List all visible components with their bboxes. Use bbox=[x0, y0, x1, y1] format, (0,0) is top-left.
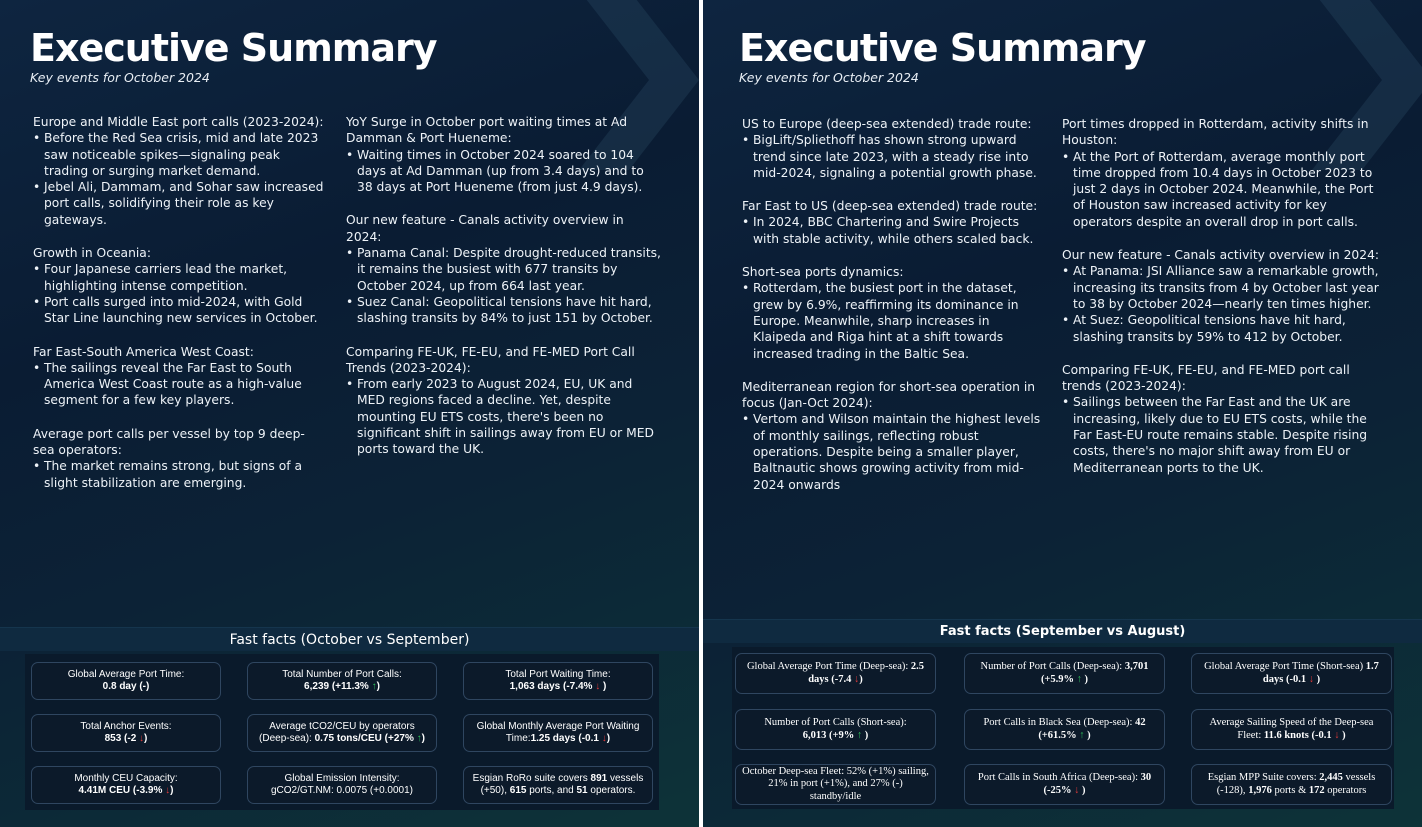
bullet-list bbox=[742, 280, 1044, 361]
fact-label: Average Sailing Speed of the Deep-sea Fleet: bbox=[1209, 717, 1374, 741]
page-subtitle: Key events for October 2024 bbox=[30, 70, 210, 85]
fact-value: 51 bbox=[576, 785, 588, 796]
summary-column bbox=[742, 116, 1044, 510]
summary-panel-september bbox=[703, 0, 1422, 827]
bullet-item: • Before the Red Sea crisis, mid and late 2023 saw noticeable spikes—signaling peak trading or surging market demand. bbox=[33, 130, 325, 179]
fact-value: 172 bbox=[1308, 784, 1325, 796]
bullet-list bbox=[346, 245, 662, 326]
page-title: Executive Summary bbox=[30, 26, 437, 70]
summary-section bbox=[742, 116, 1044, 181]
fast-facts-header bbox=[0, 627, 699, 651]
fact-value-close: ) bbox=[1342, 729, 1346, 741]
fact-text: vessels (-128), bbox=[1216, 772, 1376, 796]
summary-section bbox=[33, 344, 325, 409]
arrow-down-icon: ↓ bbox=[1334, 729, 1340, 741]
fact-card bbox=[463, 766, 653, 804]
section-heading: Mediterranean region for short-sea operation in focus (Jan-Oct 2024): bbox=[742, 379, 1036, 411]
fact-value-close: ) bbox=[606, 733, 611, 744]
fast-facts-grid bbox=[732, 647, 1394, 809]
fact-label: Global Average Port Time (Deep-sea): bbox=[746, 661, 909, 672]
summary-section bbox=[346, 114, 662, 195]
fact-card bbox=[735, 709, 936, 750]
bullet-item: • In 2024, BBC Chartering and Swire Projects with stable activity, while others scaled back. bbox=[742, 214, 1044, 247]
bullet-list bbox=[1062, 149, 1387, 230]
summary-section bbox=[346, 212, 662, 326]
arrow-down-icon: ↓ bbox=[1308, 673, 1314, 685]
fact-card bbox=[964, 764, 1165, 805]
fact-card bbox=[1191, 653, 1392, 694]
fact-value: 4.41M CEU (-3.9% bbox=[78, 785, 163, 796]
arrow-up-icon: ↑ bbox=[856, 729, 863, 741]
page-title: Executive Summary bbox=[739, 26, 1146, 70]
bullet-item: • Vertom and Wilson maintain the highest levels of monthly sailings, reflecting robust operations. Despite being a smaller player, Baltnautic shows growing activity from mid-2024 onwards bbox=[742, 411, 1044, 492]
bullet-item: • BigLift/Spliethoff has shown strong upward trend since late 2023, with a steady rise into mid-2024, signaling a potential growth phase. bbox=[742, 132, 1044, 181]
section-heading: Our new feature - Canals activity overview in 2024: bbox=[346, 213, 624, 244]
fact-label: Monthly CEU Capacity: bbox=[74, 773, 178, 784]
fact-card bbox=[463, 662, 653, 700]
bullet-item: • Suez Canal: Geopolitical tensions have hit hard, slashing transits by 84% to just 151 by October. bbox=[346, 294, 662, 327]
fact-label: Number of Port Calls (Short-sea): bbox=[764, 717, 907, 728]
fact-card bbox=[735, 653, 936, 694]
bullet-item: • Sailings between the Far East and the UK are increasing, likely due to EU ETS costs, while the Far East-EU route remains stable. Despite rising costs, there's no major shift away from EU or Mediterranean ports to the UK. bbox=[1062, 394, 1387, 475]
arrow-down-icon: ↓ bbox=[1074, 784, 1080, 796]
bullet-list bbox=[346, 147, 662, 196]
summary-section bbox=[742, 379, 1044, 493]
bullet-item: • Rotterdam, the busiest port in the dataset, grew by 6.9%, reaffirming its dominance in Europe. Meanwhile, sharp increases in Klaipeda and Riga hint at a shift towards increased trading in the Baltic Sea. bbox=[742, 280, 1044, 361]
fact-value: 615 bbox=[509, 785, 527, 796]
bullet-list bbox=[742, 214, 1044, 247]
arrow-down-icon: ↓ bbox=[854, 673, 860, 685]
section-heading: Average port calls per vessel by top 9 deep-sea operators: bbox=[33, 426, 305, 458]
summary-column bbox=[346, 114, 662, 475]
summary-section bbox=[1062, 247, 1387, 345]
bullet-list bbox=[1062, 394, 1387, 475]
fact-value: 6,239 (+11.3% bbox=[304, 681, 369, 692]
summary-section bbox=[346, 344, 662, 458]
bullet-list bbox=[33, 130, 325, 228]
summary-section bbox=[1062, 116, 1387, 230]
fact-label: October Deep-sea Fleet: 52% (+1%) sailing, 21% in port (+1%), and 27% (-) standby/idle bbox=[742, 765, 929, 802]
fact-value: 1,976 bbox=[1248, 784, 1272, 796]
section-heading: Short-sea ports dynamics: bbox=[742, 265, 904, 280]
section-heading: US to Europe (deep-sea extended) trade route: bbox=[742, 117, 1032, 131]
bullet-item: • Panama Canal: Despite drought-reduced transits, it remains the busiest with 677 transits by October 2024, up from 664 last year. bbox=[346, 245, 662, 294]
fast-facts-title: Fast facts (October vs September) bbox=[229, 632, 470, 648]
fact-text: ports, and bbox=[526, 785, 577, 796]
fact-value-close: ) bbox=[1079, 784, 1086, 796]
fact-card bbox=[1191, 764, 1392, 805]
bullet-list bbox=[33, 458, 325, 491]
section-heading: Far East to US (deep-sea extended) trade route: bbox=[742, 199, 1038, 214]
summary-panel-october bbox=[0, 0, 699, 827]
fact-value: 2,445 bbox=[1319, 772, 1343, 783]
fact-value: 891 bbox=[590, 773, 608, 784]
fact-value: 0.8 day (-) bbox=[102, 681, 150, 692]
fact-card bbox=[463, 714, 653, 752]
bullet-item: • The sailings reveal the Far East to South America West Coast route as a high-value segment for a few key players. bbox=[33, 360, 325, 409]
fact-value-close: ) bbox=[421, 733, 425, 744]
fact-card bbox=[735, 764, 936, 805]
fact-card bbox=[31, 766, 221, 804]
fact-value: 42 (+61.5% bbox=[1038, 717, 1146, 741]
arrow-down-icon: ↓ bbox=[601, 733, 607, 744]
bullet-list bbox=[346, 376, 662, 457]
section-heading: Comparing FE-UK, FE-EU, and FE-MED Port Call Trends (2023-2024): bbox=[346, 344, 635, 375]
summary-section bbox=[33, 426, 325, 491]
bullet-item: • Four Japanese carriers lead the market, highlighting intense competition. bbox=[33, 261, 325, 294]
section-heading: Comparing FE-UK, FE-EU, and FE-MED port call trends (2023-2024): bbox=[1062, 362, 1350, 394]
fact-label: Global Average Port Time: bbox=[67, 669, 185, 680]
fact-value-close: ) bbox=[1084, 673, 1089, 685]
fact-value: 1.7 days (-0.1 bbox=[1262, 661, 1379, 685]
summary-section bbox=[742, 198, 1044, 247]
page-subtitle: Key events for October 2024 bbox=[739, 70, 919, 85]
arrow-up-icon: ↑ bbox=[1079, 729, 1085, 741]
bullet-item: • At the Port of Rotterdam, average monthly port time dropped from 10.4 days in October 2023 to just 2 days in October 2024. Meanwhile, the Port of Houston saw increased activity for key operators despite an overall drop in port calls. bbox=[1062, 149, 1387, 230]
arrow-down-icon: ↓ bbox=[139, 733, 145, 744]
fast-facts-header bbox=[703, 619, 1422, 643]
fact-value: 11.6 knots (-0.1 bbox=[1263, 729, 1332, 741]
fact-label: Total Number of Port Calls: bbox=[282, 669, 402, 680]
fact-value-close: ) bbox=[1316, 673, 1321, 685]
fact-card bbox=[247, 662, 437, 700]
bullet-item: • From early 2023 to August 2024, EU, UK and MED regions faced a decline. Yet, despite mounting EU ETS costs, there's been no significant shift in sailings away from EU or MED ports toward the UK. bbox=[346, 376, 662, 457]
fact-text: operators bbox=[1324, 784, 1367, 796]
fact-text: operators. bbox=[587, 785, 636, 796]
fact-value: 30 (-25% bbox=[1043, 772, 1152, 796]
summary-section bbox=[742, 264, 1044, 362]
fact-value: 6,013 (+9% bbox=[802, 729, 855, 741]
bullet-list bbox=[33, 360, 325, 409]
bullet-list bbox=[1062, 263, 1387, 344]
fact-label: Port Calls in South Africa (Deep-sea): bbox=[977, 772, 1138, 783]
summary-section bbox=[1062, 362, 1387, 476]
fact-value-close: ) bbox=[144, 733, 148, 744]
section-heading: Far East-South America West Coast: bbox=[33, 344, 254, 359]
fact-value-close: ) bbox=[170, 785, 174, 796]
arrow-up-icon: ↑ bbox=[371, 681, 377, 692]
arrow-down-icon: ↓ bbox=[595, 681, 601, 692]
arrow-up-icon: ↑ bbox=[1076, 673, 1082, 685]
section-heading: Our new feature - Canals activity overview in 2024: bbox=[1062, 248, 1380, 263]
fact-value: 0.75 tons/CEU (+27% bbox=[314, 733, 414, 744]
fact-text: vessels (+50), bbox=[480, 773, 644, 796]
fast-facts-grid bbox=[25, 654, 659, 810]
fact-card bbox=[964, 653, 1165, 694]
section-heading: Growth in Oceania: bbox=[33, 246, 151, 261]
bullet-item: • At Suez: Geopolitical tensions have hit hard, slashing transits by 59% to 412 by October. bbox=[1062, 312, 1387, 345]
section-heading: Port times dropped in Rotterdam, activity shifts in Houston: bbox=[1062, 117, 1369, 148]
bullet-item: • Port calls surged into mid-2024, with Gold Star Line launching new services in October. bbox=[33, 294, 325, 327]
fact-value: 1.25 days (-0.1 bbox=[530, 733, 599, 744]
fact-card bbox=[247, 714, 437, 752]
arrow-up-icon: ↑ bbox=[416, 733, 422, 744]
fact-value-close: ) bbox=[859, 673, 863, 685]
fact-value: 1,063 days (-7.4% bbox=[509, 681, 593, 692]
fact-label: Total Anchor Events: bbox=[80, 721, 172, 732]
fact-card bbox=[31, 662, 221, 700]
arrow-down-icon: ↓ bbox=[165, 785, 171, 796]
bullet-item: • At Panama: JSI Alliance saw a remarkable growth, increasing its transits from 4 by October last year to 38 by October 2024—nearly ten times higher. bbox=[1062, 263, 1387, 312]
fact-label: Port Calls in Black Sea (Deep-sea): bbox=[983, 717, 1133, 728]
fact-label: Global Emission Intensity: bbox=[284, 773, 400, 784]
bullet-item: • Waiting times in October 2024 soared to 104 days at Ad Damman (up from 3.4 days) and to 38 days at Port Hueneme (from just 4.9 days). bbox=[346, 147, 662, 196]
fact-value-close: ) bbox=[603, 681, 607, 692]
summary-section bbox=[33, 245, 325, 326]
bullet-item: • Jebel Ali, Dammam, and Sohar saw increased port calls, solidifying their role as key gateways. bbox=[33, 179, 325, 228]
fact-text: ports & bbox=[1271, 784, 1309, 796]
bullet-list bbox=[33, 261, 325, 326]
fact-value-close: ) bbox=[1087, 729, 1091, 741]
fact-value: 853 (-2 bbox=[104, 733, 137, 744]
summary-column bbox=[33, 114, 325, 508]
section-heading: Europe and Middle East port calls (2023-2024): bbox=[33, 115, 324, 129]
bullet-item: • The market remains strong, but signs of a slight stabilization are emerging. bbox=[33, 458, 325, 491]
fact-label: Esgian MPP Suite covers: bbox=[1207, 772, 1317, 783]
fact-value: 2.5 days (-7.4 bbox=[808, 661, 925, 685]
fact-value-close: ) bbox=[376, 681, 380, 692]
fact-card bbox=[964, 709, 1165, 750]
fact-label: Esgian RoRo suite covers bbox=[472, 773, 588, 784]
fact-card bbox=[1191, 709, 1392, 750]
fact-card bbox=[31, 714, 221, 752]
fact-value: 3,701 (+5.9% bbox=[1040, 661, 1149, 685]
section-heading: YoY Surge in October port waiting times at Ad Damman & Port Hueneme: bbox=[346, 115, 628, 146]
fact-label: Global Average Port Time (Short-sea) bbox=[1204, 661, 1364, 672]
bullet-list bbox=[742, 132, 1044, 181]
fact-label: Total Port Waiting Time: bbox=[505, 669, 611, 680]
fact-label: Number of Port Calls (Deep-sea): bbox=[980, 661, 1123, 672]
fact-card bbox=[247, 766, 437, 804]
fast-facts-title: Fast facts (September vs August) bbox=[939, 624, 1186, 639]
fact-label: Average tCO2/CEU by operators (Deep-sea): bbox=[259, 721, 415, 744]
summary-column bbox=[1062, 116, 1387, 493]
fact-label: Global Monthly Average Port Waiting Time: bbox=[476, 721, 640, 744]
summary-section bbox=[33, 114, 325, 228]
fact-value-close: ) bbox=[864, 729, 869, 741]
fact-value: gCO2/GT.NM: 0.0075 (+0.0001) bbox=[270, 785, 414, 796]
bullet-list bbox=[742, 411, 1044, 492]
